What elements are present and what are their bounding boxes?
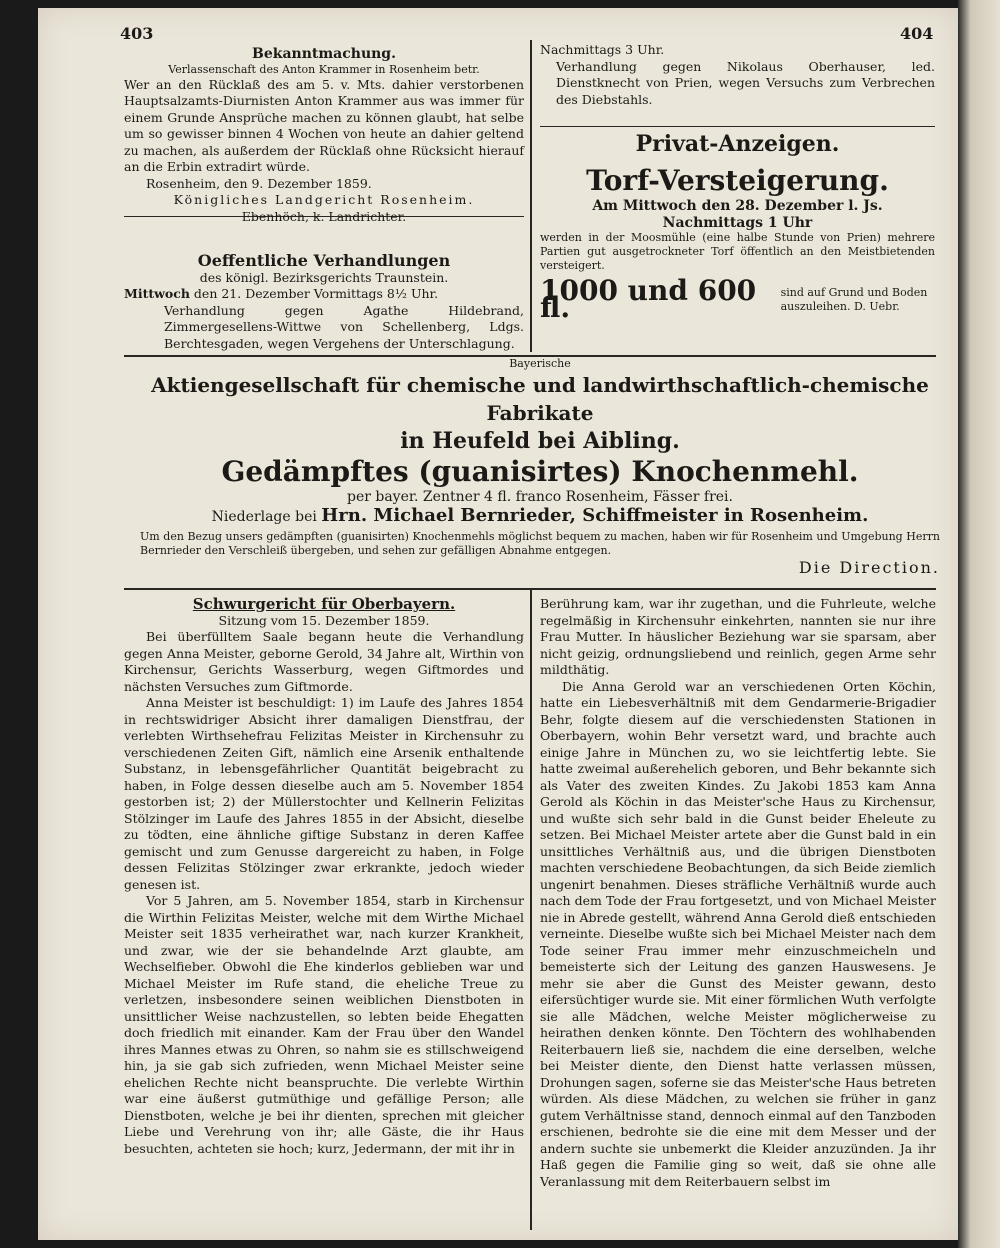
column-rule-bottom — [530, 590, 532, 1230]
announcement-signer: Ebenhöch, k. Landrichter. — [241, 208, 407, 224]
afternoon-body: Verhandlung gegen Nikolaus Oberhauser, led. Dienstknecht von Prien, wegen Versuchs zum Verbrechen des Diebstahls. — [556, 58, 935, 107]
court-paragraph: Anna Meister ist beschuldigt: 1) im Laufe des Jahres 1854 in rechtswidriger Absicht ihrer damaligen Dienstfrau, der verlebten Wirthsehefrau Felizitas Meister in Kirchensuhr zu verschiedenen Zeiten Gift, nämlich eine Arsenik enthaltende Substanz, in lebensgefährlicher Quantität beigebracht zu haben, in Folge dessen dieselbe auch am 5. November 1854 gestorben ist; 2) der Müllerstochter und Kellnerin Felizitas Stölzinger im Laufe des Jahres 1855 in der Absicht, dieselbe zu tödten, eine ähnliche giftige Substanz in deren Kaffee gemischt und zum Genusse dargereicht zu haben, in Folge dessen Felizitas Stölzinger zwar erkrankte, jedoch wieder genesen ist. — [124, 695, 524, 892]
public-hearings-title: Oeffentliche Verhandlungen — [197, 251, 451, 270]
product-name: Gedämpftes (guanisirtes) Knochenmehl. — [221, 455, 859, 488]
auction-title: Torf-Versteigerung. — [586, 164, 889, 197]
court-report-right-column — [540, 596, 936, 1190]
court-paragraph: Die Anna Gerold war an verschiedenen Orten Köchin, hatte ein Liebesverhältniß mit dem Gendarmerie-Brigadier Behr, folgte diesem auf die verschiedensten Stationen in Oberbayern, wohin Behr versetzt ward, und brachte auch einige Jahre in München zu, wo sie leichtfertig lebte. Sie hatte zweimal außerehelich geboren, und Behr bekannte sich als Vater des zweiten Kindes. Zu Jakobi 1853 kam Anna Gerold als Köchin in das Meister'sche Haus zu Kirchensur, und wußte sich sehr bald in die Gunst beider Eheleute zu setzen. Bei Michael Meister artete aber die Gunst bald in ein unsittliches Verhältniß aus, und die übrigen Dienstboten machten verschiedene Beobachtungen, da sich Beide ziemlich ungenirt benahmen. Dieses sträfliche Verhältniß wurde auch nach dem Tode der Frau fortgesetzt, und von Michael Meister nie in Abrede gestellt, während Anna Gerold dieß entschieden verneinte. Dieselbe wußte sich bei Michael Meister nach dem Tode seiner Frau immer mehr einzuschmeicheln und bemeisterte sich der Leitung des ganzen Hauswesens. Je mehr sie aber die Gunst des Meister gewann, desto eifersüchtiger wurde sie. Mit einer förmlichen Wuth verfolgte sie alle Mädchen, welche Meister möglicherweise zu heirathen denken könnte. Den Töchtern des wohlhabenden Reiterbauern ließ sie, nachdem die eine derselben, welche bei Meister diente, den Dienst hatte verlassen müssen, Drohungen sagen, soferne sie das Meister'sche Haus betreten würden. Als diese Mädchen, zu welchen sie früher in ganz gutem Verhältnisse stand, dennoch einmal auf den Tanzboden erschienen, bedrohte sie die eine mit dem Messer und der andern suchte sie unbemerkt die Kleider anzuzünden. Ja ihr Haß gegen die Familie ging so weit, daß sie ohne alle Veranlassung mit dem Reiterbauern selbst im — [540, 678, 936, 1189]
loan-text: sind auf Grund und Boden auszuleihen. — [780, 285, 928, 313]
private-ads-title: Privat-Anzeigen. — [635, 131, 840, 157]
company-signature: Die Direction. — [798, 558, 940, 577]
left-top-column — [124, 46, 524, 352]
loan-ref: D. Uebr. — [853, 299, 900, 313]
court-report-left-column — [124, 596, 524, 1157]
afternoon-time: Nachmittags 3 Uhr. — [540, 42, 665, 57]
hearing-day: Mittwoch — [124, 286, 190, 301]
company-advertisement — [140, 357, 940, 577]
auction-time: Nachmittags 1 Uhr — [662, 214, 813, 231]
public-hearings-subtitle: des königl. Bezirksgerichts Traunstein. — [199, 269, 449, 285]
loan-amount: 1000 und 600 fl. — [540, 274, 757, 324]
hearing-body: Verhandlung gegen Agathe Hildebrand, Zimmergesellens-Wittwe von Schellenberg, Ldgs. Berchtesgaden, wegen Vergehens der Unterschlagung. — [164, 302, 524, 351]
announcement-court: Königliches Landgericht Rosenheim. — [173, 192, 475, 207]
right-top-column — [540, 42, 935, 324]
price-line: per bayer. Zentner 4 fl. franco Rosenheim, Fässer frei. — [346, 489, 733, 505]
company-prefix: Bayerische — [509, 357, 571, 370]
court-report-session: Sitzung vom 15. Dezember 1859. — [218, 612, 430, 628]
auction-body: werden in der Moosmühle (eine halbe Stunde von Prien) mehrere Partien gut ausgetrockneter Torf öffentlich an den Meistbietenden versteigert. — [540, 231, 935, 272]
announcement-subtitle: Verlassenschaft des Anton Krammer in Rosenheim betr. — [168, 62, 480, 76]
depot-prefix: Niederlage bei — [211, 509, 317, 525]
court-paragraph: Vor 5 Jahren, am 5. November 1854, starb in Kirchensur die Wirthin Felizitas Meister, welche mit dem Wirthe Michael Meister seit 1835 verheirathet war, nach kurzer Krankheit, und zwar, wie der sie behandelnde Arzt glaubte, am Wechselfieber. Obwohl die Ehe kinderlos geblieben war und Michael Meister im Rufe stand, die eheliche Treue zu verletzen, insbesondere seinen weiblichen Dienstboten in unsittlicher Weise nachzustellen, so lebten beide Ehegatten doch friedlich mit einander. Kam der Frau über den Wandel ihres Mannes etwas zu Ohren, so nahm sie es stillschweigend hin, ja sie gab sich zufrieden, wenn Michael Meister seine ehelichen Rechte nicht beanspruchte. Die verlebte Wirthin war eine äußerst gutmüthige und gefällige Person; alle Dienstboten, welche je bei ihr dienten, sprechen mit gleicher Liebe und Verehrung von ihr; alle Gäste, die ihr Haus besuchten, achteten sie hoch; kurz, Jedermann, der mit ihr in — [124, 893, 524, 1156]
company-line2: in Heufeld bei Aibling. — [400, 428, 680, 454]
depot-name: Hrn. Michael Bernrieder, Schiffmeister in Rosenheim. — [321, 505, 869, 526]
loan-ad — [540, 274, 935, 324]
court-paragraph: Bei überfülltem Saale begann heute die Verhandlung gegen Anna Meister, geborne Gerold, 34 Jahre alt, Wirthin von Kirchensur, Gerichts Wasserburg, wegen Giftmordes und nächsten Versuches zum Giftmorde. — [124, 629, 524, 694]
announcement-place-date: Rosenheim, den 9. Dezember 1859. — [146, 175, 372, 191]
company-body: Um den Bezug unsers gedämpften (guanisirten) Knochenmehls möglichst bequem zu machen, haben wir für Rosenheim und Umgebung Herrn Bernrieder den Verschleiß übergeben, und sehen zur gefälligen Abnahme entgegen. — [140, 530, 940, 557]
auction-date: Am Mittwoch den 28. Dezember l. Js. — [592, 198, 883, 214]
company-line1: Aktiengesellschaft für chemische und landwirthschaftlich-chemische Fabrikate — [151, 373, 929, 425]
rule-below-company-ad — [124, 588, 936, 590]
adjacent-page-edge — [958, 0, 1000, 1248]
announcement-title: Bekanntmachung. — [252, 46, 396, 62]
page-number-left: 403 — [120, 24, 154, 43]
announcement-body: Wer an den Rücklaß des am 5. v. Mts. dahier verstorbenen Hauptsalzamts-Diurnisten Anton Krammer aus was immer für einem Grunde Ansprüche machen zu können glaubt, hat selbe um so gewisser binnen 4 Wochen von heute an dahier geltend zu machen, als außerdem der Rücklaß ohne Rücksicht hierauf an die Erbin extradirt würde. — [124, 76, 524, 174]
hearing-time: den 21. Dezember Vormittags 8½ Uhr. — [193, 286, 439, 301]
column-rule-top — [530, 40, 532, 352]
page-number-right: 404 — [900, 24, 934, 43]
court-report-title: Schwurgericht für Oberbayern. — [192, 595, 456, 613]
court-paragraph: Berührung kam, war ihr zugethan, und die Fuhrleute, welche regelmäßig in Kirchensuhr einkehrten, nannten sie nur ihre Frau Mutter. In häuslicher Beziehung war sie sparsam, aber nicht geizig, ordnungsliebend und reinlich, gegen Arme sehr mildthätig. — [540, 596, 936, 677]
